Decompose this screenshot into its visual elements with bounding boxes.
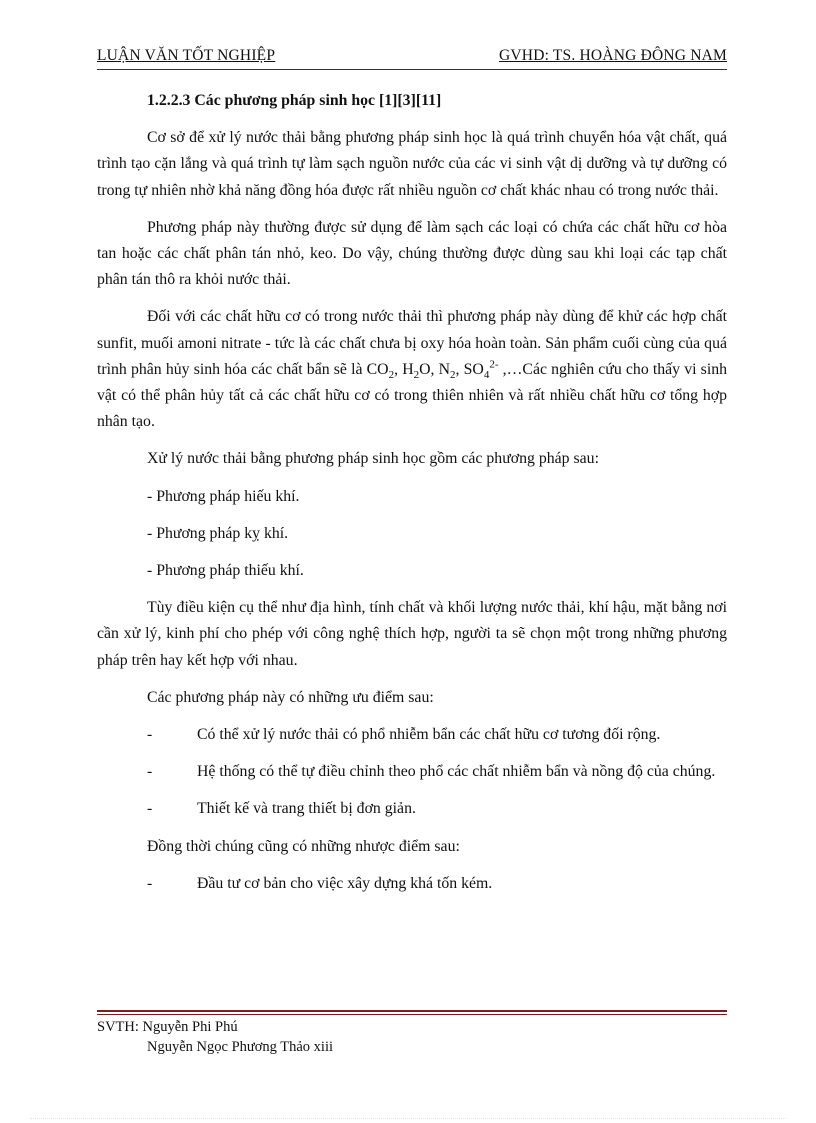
n2-subscript: 2 [450,368,456,381]
paragraph-organic-part-5: ,…Các nghiên cứu cho thấy vi sinh vật có thể phân hủy tất cả các chất hữu cơ có trong thiên nhiên và rất nhiều chất hữu cơ tổng hợp nhân tạo. [97,360,728,431]
paragraph-usage: Phương pháp này thường được sử dụng để làm sạch các loại có chứa các chất hữu cơ hòa tan hoặc các chất phân tán nhỏ, keo. Do vậy, chúng thường được dùng sau khi loại các tạp chất phân tán thô ra khỏi nước thải. [97,218,727,289]
advantage-text: Thiết kế và trang thiết bị đơn giản. [197,800,416,818]
page-header [97,47,727,69]
so4-subscript: 4 [483,368,490,381]
paragraph-basis: Cơ sở để xử lý nước thải bằng phương pháp sinh học là quá trình chuyển hóa vật chất, quá trình tạo cặn lắng và quá trình tự làm sạch nguồn nước của các vi sinh vật dị dưỡng và tự dưỡng có trong tự nhiên nhờ khả năng đồng hóa được rất nhiều nguồn cơ chất khác nhau có trong nước thải. [97,129,727,199]
paragraph-disadvantages-intro: Đồng thời chúng cũng có những nhược điểm sau: [147,837,460,855]
paragraph-organic-part-3: O, N [419,360,451,378]
disadvantage-text: Đầu tư cơ bản cho việc xây dựng khá tốn kém. [197,874,493,892]
page-footer [97,1017,727,1057]
list-dash: - [147,874,153,892]
header-advisor: GVHD: TS. HOÀNG ĐÔNG NAM [499,47,727,64]
paragraph-organic-part-1: Đối với các chất hữu cơ có trong nước thải thì phương pháp này dùng để khử các hợp chất sunfit, muối amoni nitrate - tức là các chất chưa bị oxy hóa hoàn toàn. Sản phẩm cuối cùng của quá trình phân hủy sinh hóa các chất bẩn sẽ là CO [97,308,727,378]
advantage-text: Hệ thống có thể tự điều chỉnh theo phổ các chất nhiễm bẩn và nồng độ của chúng. [197,763,716,781]
advantage-item [97,722,727,748]
co2-subscript: 2 [388,368,395,381]
paragraph-advantages-intro: Các phương pháp này có những ưu điểm sau: [147,688,434,706]
list-dash: - [147,726,153,744]
page-body [97,88,727,908]
header-rule [97,69,727,70]
footer-student-2: Nguyễn Ngọc Phương Thảo xiii [147,1039,334,1055]
footer-rule-thin [97,1014,727,1015]
header-thesis-title: LUẬN VĂN TỐT NGHIỆP [97,47,276,64]
page-bottom-border [30,1118,786,1119]
footer-rule-thick [97,1010,727,1012]
advantage-text: Có thể xử lý nước thải có phổ nhiễm bẩn các chất hữu cơ tương đối rộng. [197,726,661,744]
paragraph-organic-part-2: , H [394,360,414,378]
footer-student-1: SVTH: Nguyễn Phi Phú [97,1019,238,1035]
paragraph-methods-intro: Xử lý nước thải bằng phương pháp sinh học gồm các phương pháp sau: [147,450,599,468]
advantage-item [97,759,727,785]
method-item-aerobic: - Phương pháp hiếu khí. [147,487,300,505]
list-dash: - [147,800,153,818]
method-item-anaerobic: - Phương pháp kỵ khí. [147,524,289,542]
advantage-item [97,796,727,822]
method-item-anoxic: - Phương pháp thiếu khí. [147,562,304,580]
paragraph-organic-matter [97,304,727,435]
disadvantage-item [97,871,727,897]
list-dash: - [147,763,153,781]
h2o-subscript: 2 [413,368,420,381]
paragraph-organic-part-4: , SO [455,360,484,378]
section-heading: 1.2.2.3 Các phương pháp sinh học [1][3][11] [147,92,442,109]
so4-superscript: 2- [489,358,499,371]
paragraph-selection: Tùy điều kiện cụ thể như địa hình, tính chất và khối lượng nước thải, khí hậu, mặt bằng nơi cần xử lý, kinh phí cho phép với công nghệ thích hợp, người ta sẽ chọn một trong những phương pháp trên hay kết hợp với nhau. [97,599,727,669]
